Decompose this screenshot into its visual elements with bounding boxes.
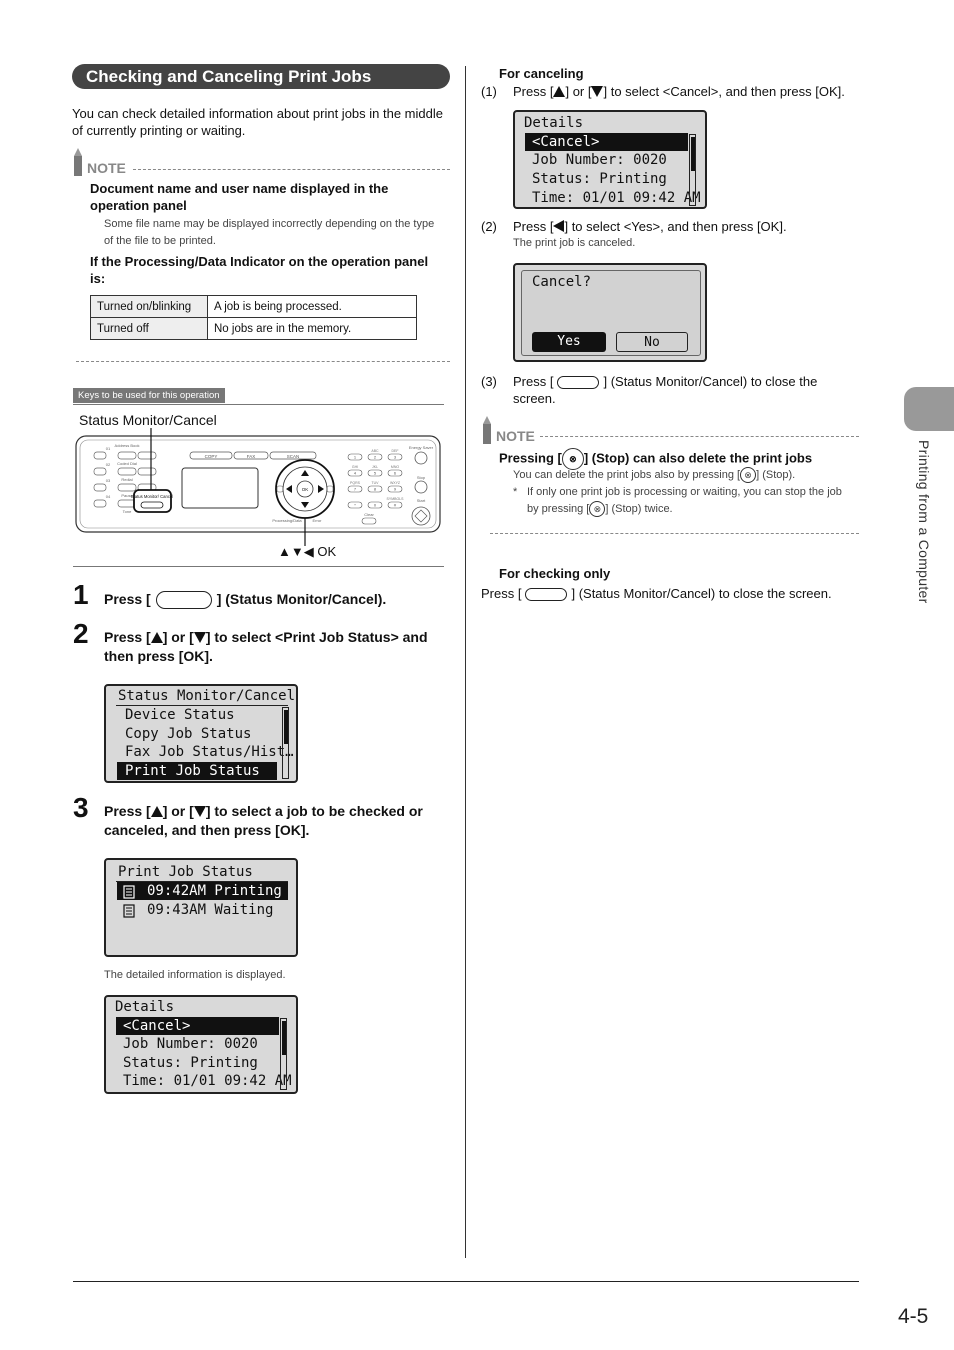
side-tab-label: Printing from a Computer xyxy=(916,440,932,604)
keypad-letters: TUV xyxy=(371,481,379,485)
step-text-part: Press [ xyxy=(513,219,554,234)
keypad-key-label: 3 xyxy=(393,454,397,460)
up-arrow-icon xyxy=(151,806,163,817)
table-cell: No jobs are in the memory. xyxy=(208,318,417,340)
lcd-cancel-confirm xyxy=(513,263,707,362)
keypad-letters: GHI xyxy=(351,465,359,469)
panel-label: Pause xyxy=(121,493,133,498)
step-2-text xyxy=(104,628,444,666)
keypad-key-label: 0 xyxy=(373,502,377,508)
document-icon xyxy=(123,884,135,898)
panel-label: Address Book xyxy=(114,443,140,448)
step-text-part: Press [ xyxy=(104,803,151,819)
lcd-title: Cancel? xyxy=(532,274,592,290)
status-monitor-key-icon xyxy=(557,376,599,389)
panel-label: 02 xyxy=(105,462,111,467)
status-monitor-key-icon xyxy=(156,591,212,609)
keypad-key-label: 9 xyxy=(393,486,397,492)
lcd-scroll-thumb xyxy=(284,710,288,744)
lcd-detail-row: Time: 01/01 09:42 AM xyxy=(532,190,701,206)
panel-label: Stop xyxy=(416,475,426,480)
panel-label: Redial xyxy=(121,477,133,482)
lcd-title: Status Monitor/Cancel xyxy=(118,688,296,704)
panel-label: Error xyxy=(312,518,322,523)
lcd-no-option: No xyxy=(616,332,688,352)
up-arrow-icon xyxy=(151,632,163,643)
lcd-scroll-thumb xyxy=(691,137,695,171)
note-end-divider xyxy=(76,361,450,362)
note-text-part: ] (Stop) twice. xyxy=(605,503,673,515)
panel-label: OK xyxy=(301,487,309,492)
column-divider xyxy=(465,66,466,1258)
table-cell: A job is being processed. xyxy=(208,296,417,318)
keypad-key-label: # xyxy=(393,502,397,508)
lcd-menu-item: Copy Job Status xyxy=(125,726,252,742)
lcd-detail-row: Job Number: 0020 xyxy=(123,1036,258,1052)
keys-divider xyxy=(73,404,444,405)
note-text-part: Pressing [ xyxy=(499,450,562,466)
lcd-menu-item-selected: <Cancel> xyxy=(525,133,688,151)
document-icon xyxy=(123,903,135,917)
note-end-divider xyxy=(490,533,859,534)
table-cell: Turned on/blinking xyxy=(91,296,208,318)
page-number: 4-5 xyxy=(898,1305,929,1328)
keypad-letters: DEF xyxy=(391,449,399,453)
stop-key-icon: ⊗ xyxy=(562,448,584,470)
lcd-menu-item: Device Status xyxy=(125,707,235,723)
note-divider xyxy=(540,436,859,437)
keypad-key-label: 8 xyxy=(373,486,377,492)
note-body-filename: Some file name may be displayed incorrectly depending on the type of the file to be printed. xyxy=(104,218,435,247)
step-number: 3 xyxy=(73,792,89,823)
panel-label: SCAN xyxy=(286,454,300,459)
panel-label: Clear xyxy=(364,512,374,517)
note-text-part: If only one print job is processing or waiting, you can stop the job by pressing [ xyxy=(527,486,842,515)
lcd-job-row xyxy=(117,901,288,919)
caption-details: The detailed information is displayed. xyxy=(104,969,286,981)
lcd-detail-row: Time: 01/01 09:42 AM xyxy=(123,1073,292,1089)
substep-number: (2) xyxy=(481,219,497,234)
lcd-title: Print Job Status xyxy=(118,864,253,880)
step-text-part: ] to select a job to be checked or canceled, and then press [OK]. xyxy=(104,803,423,838)
note-text-part: ] (Stop). xyxy=(756,469,796,481)
note-text-part: You can delete the print jobs also by pressing [ xyxy=(513,469,741,481)
down-arrow-icon xyxy=(194,806,206,817)
keypad-key-label: 6 xyxy=(393,470,397,476)
step-text-part: ] or [ xyxy=(162,629,194,645)
step-text-part: Press [ xyxy=(513,84,554,99)
lcd-job-text: 09:43AM Waiting xyxy=(147,902,274,918)
panel-label: 04 xyxy=(105,494,111,499)
side-tab xyxy=(904,387,954,431)
keypad-letters: MNO xyxy=(390,465,400,469)
note-heading-indicator: If the Processing/Data Indicator on the operation panel is: xyxy=(90,254,429,286)
step-text-part: Press [ xyxy=(104,591,151,607)
note-body-stop-twice xyxy=(527,484,847,518)
panel-label: Start xyxy=(416,498,426,503)
panel-label: Tone xyxy=(122,509,132,514)
keypad-letters: ABC xyxy=(371,449,379,453)
step-text-part: Press [ xyxy=(481,586,522,601)
canceling-heading: For canceling xyxy=(499,66,584,81)
lcd-status-monitor xyxy=(104,684,298,783)
note-label: NOTE xyxy=(496,428,535,444)
lcd-scroll-thumb xyxy=(282,1021,286,1055)
down-arrow-icon xyxy=(591,86,603,97)
keypad-key-label: 4 xyxy=(353,470,357,476)
step-number: 2 xyxy=(73,618,89,649)
note-heading-filename: Document name and user name displayed in the operation panel xyxy=(90,181,389,213)
keypad-letters: WXYZ xyxy=(389,481,401,485)
panel-label: COPY xyxy=(204,454,218,459)
down-arrow-icon xyxy=(194,632,206,643)
table-row xyxy=(91,296,417,318)
lcd-detail-row: Status: Printing xyxy=(123,1055,258,1071)
up-arrow-icon xyxy=(553,86,565,97)
panel-label: FAX xyxy=(246,454,256,459)
note-asterisk: * xyxy=(513,486,518,498)
status-monitor-key-icon xyxy=(525,588,567,601)
note-body-stop xyxy=(513,467,853,484)
keypad-letters: PQRS xyxy=(350,481,360,485)
operation-panel-illustration xyxy=(74,428,444,568)
step-text-part: ] to select <Yes>, and then press [OK]. xyxy=(564,219,787,234)
step-text-part: ] or [ xyxy=(162,803,194,819)
lcd-details xyxy=(104,995,298,1094)
keys-label: Keys to be used for this operation xyxy=(73,388,225,403)
lcd-menu-item-selected: <Cancel> xyxy=(116,1017,279,1035)
keypad-key-label: 2 xyxy=(373,454,377,460)
note-label: NOTE xyxy=(87,160,126,176)
lcd-title: Details xyxy=(524,115,584,131)
status-monitor-label: Status Monitor/Cancel xyxy=(79,412,217,428)
stop-key-icon: ⊗ xyxy=(740,467,756,483)
canceling-step-2 xyxy=(513,218,858,235)
keypad-key-label: 1 xyxy=(353,454,357,460)
panel-label: 03 xyxy=(105,478,111,483)
pencil-icon xyxy=(72,148,84,176)
keypad-key-label: * xyxy=(354,502,356,508)
canceling-step-3 xyxy=(513,373,843,407)
lcd-menu-item: Fax Job Status/Hist… xyxy=(125,744,294,760)
keypad-letters: SYMBOLS xyxy=(386,497,404,501)
lcd-detail-row: Job Number: 0020 xyxy=(532,152,667,168)
step-1-text xyxy=(104,590,444,609)
checking-text xyxy=(481,585,856,602)
footer-rule xyxy=(73,1281,859,1282)
section-title: Checking and Canceling Print Jobs xyxy=(72,64,450,89)
step-3-text xyxy=(104,802,444,840)
step-text-part: ] (Status Monitor/Cancel) to close the screen. xyxy=(571,586,832,601)
table-cell: Turned off xyxy=(91,318,208,340)
step-text-part: ] to select <Cancel>, and then press [OK]. xyxy=(603,84,845,99)
step-text-part: Press [ xyxy=(104,629,151,645)
indicator-table xyxy=(90,295,417,340)
step-text-part: ] or [ xyxy=(565,84,592,99)
panel-label: Coded Dial xyxy=(117,461,137,466)
nav-keys-label: ▲▼◀ OK xyxy=(278,544,337,559)
lcd-detail-row: Status: Printing xyxy=(532,171,667,187)
panel-label: Energy Saver xyxy=(408,445,434,450)
lcd-title: Details xyxy=(115,999,175,1015)
lcd-job-row-selected xyxy=(117,882,288,900)
substep-number: (3) xyxy=(481,374,497,389)
keys-bottom-divider xyxy=(73,566,444,567)
canceling-step-1 xyxy=(513,83,858,100)
lcd-details-cancel xyxy=(513,110,707,209)
step-text-part: ] (Status Monitor/Cancel). xyxy=(216,591,387,607)
step-text-part: ] to select <Print Job Status> and then press [OK]. xyxy=(104,629,428,664)
lcd-menu-item-selected: Print Job Status xyxy=(117,762,277,780)
canceling-result: The print job is canceled. xyxy=(513,237,636,249)
lcd-yes-option: Yes xyxy=(532,332,606,352)
panel-label: Processing/Data xyxy=(272,518,302,523)
step-number: 1 xyxy=(73,579,89,610)
panel-label: Status Monitor/ Cancel xyxy=(130,494,174,499)
step-text-part: Press [ xyxy=(513,374,554,389)
lcd-job-text: 09:42AM Printing xyxy=(147,883,282,899)
substep-number: (1) xyxy=(481,84,497,99)
left-arrow-icon xyxy=(553,220,564,232)
checking-heading: For checking only xyxy=(499,566,611,581)
note-divider xyxy=(133,169,450,170)
lcd-print-job-status xyxy=(104,858,298,957)
keypad-key-label: 5 xyxy=(373,470,377,476)
step-text-part: ] (Status Monitor/Cancel) to close the screen. xyxy=(513,374,818,406)
keypad-key-label: 7 xyxy=(353,486,357,492)
note-text-part: ] (Stop) can also delete the print jobs xyxy=(583,450,813,466)
intro-text: You can check detailed information about print jobs in the middle of currently printing or waiting. xyxy=(72,106,443,138)
pencil-icon xyxy=(481,416,493,444)
stop-key-icon: ⊗ xyxy=(589,501,605,517)
table-row xyxy=(91,318,417,340)
panel-label: 01 xyxy=(105,446,111,451)
keypad-letters: JKL xyxy=(371,465,379,469)
